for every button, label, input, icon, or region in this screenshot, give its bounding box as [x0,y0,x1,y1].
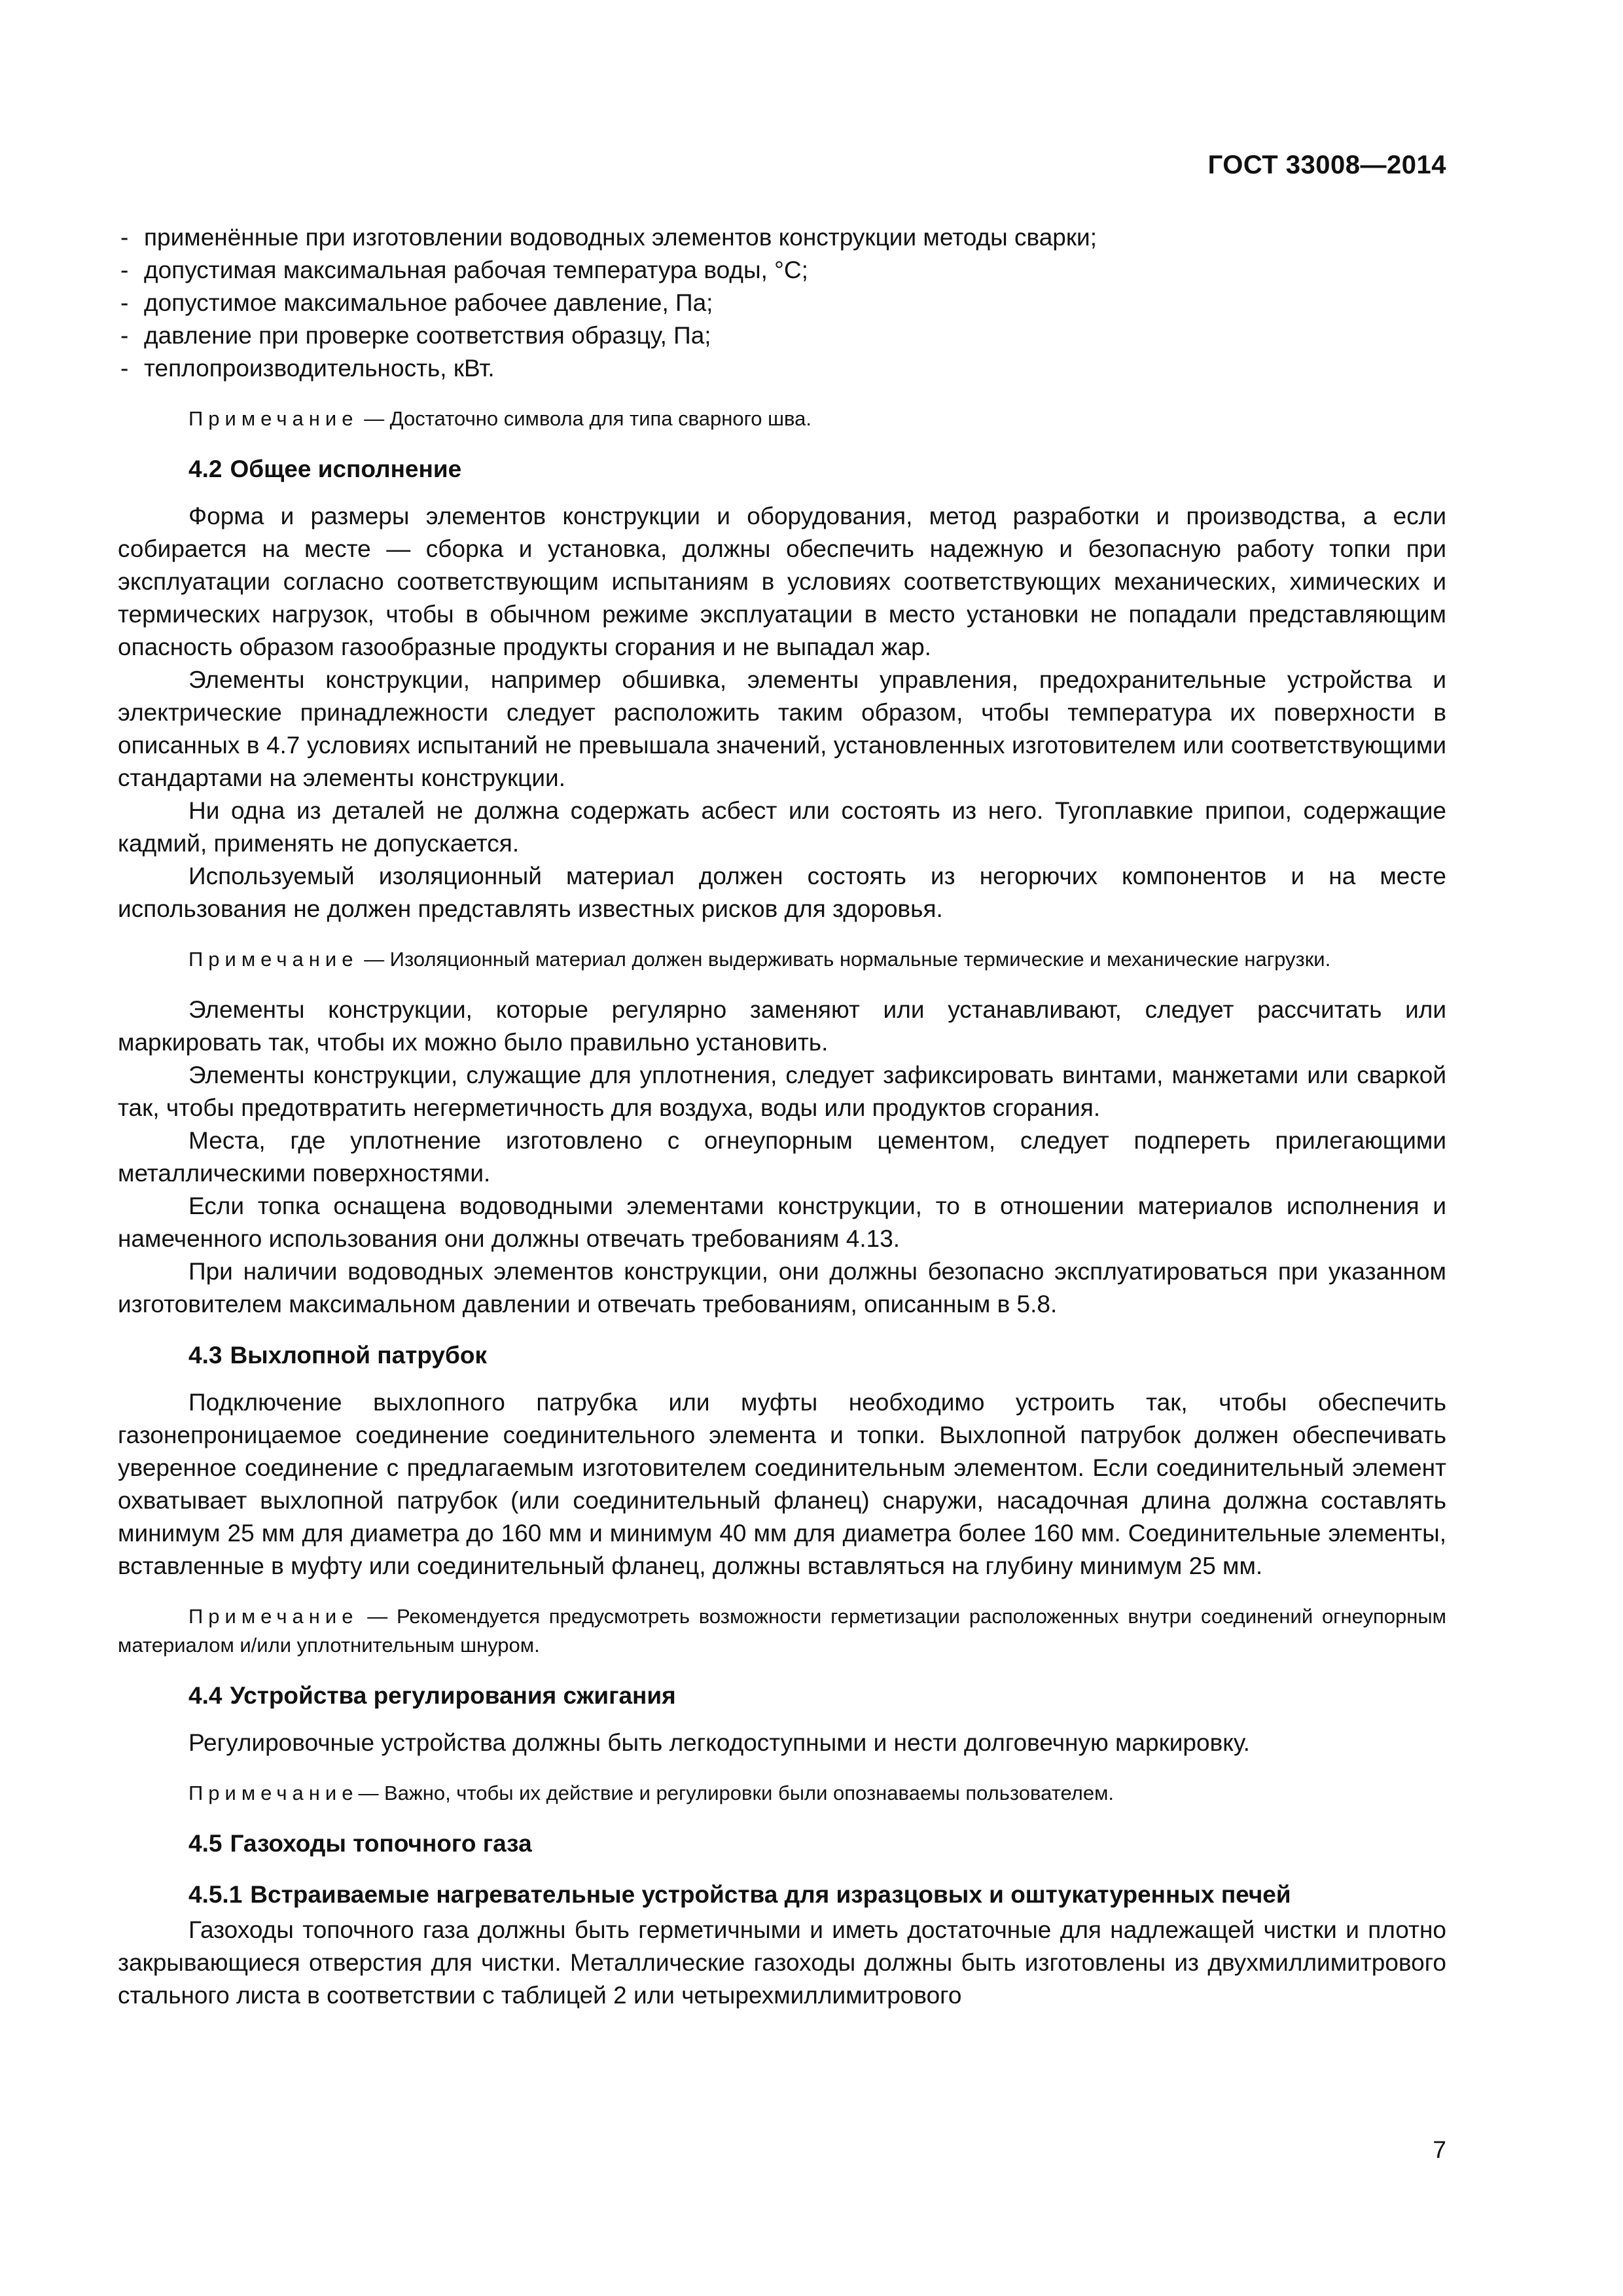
paragraph: Элементы конструкции, которые регулярно заменяют или устанавливают, следует рассчитать или маркировать так, чтобы их можно было правильно установить. [118,996,1446,1056]
note [118,1779,1446,1808]
section-number: 4.4 [188,1682,223,1709]
paragraph: Регулировочные устройства должны быть легкодоступными и нести долговечную маркировку. [188,1729,1250,1756]
requirements-list [118,221,1446,385]
list-item: - допустимое максимальное рабочее давление, Па; [118,287,1446,319]
note-text: — Рекомендуется предусмотреть возможности герметизации расположенных внутри соединений огнеупорным материалом и/или уплотнительным шнуром. [118,1605,1446,1657]
paragraph: Газоходы топочного газа должны быть герметичными и иметь достаточные для надлежащей чистки и плотно закрывающиеся отверстия для чистки. Металлические газоходы должны быть изготовлены из двухмиллимитрового стального листа в соответствии с таблицей 2 или четырехмиллимитрового [118,1916,1446,2009]
paragraph: Элементы конструкции, служащие для уплотнения, следует зафиксировать винтами, манжетами или сваркой так, чтобы предотвратить негерметичность для воздуха, воды или продуктов сгорания. [118,1062,1446,1121]
paragraph: Элементы конструкции, например обшивка, элементы управления, предохранительные устройства и электрические принадлежности следует расположить таким образом, чтобы температура их поверхности в описанных в 4.7 условиях испытаний не превышала значений, установленных изготовителем или соответствующими стандартами на элементы конструкции. [118,666,1446,791]
paragraph: При наличии водоводных элементов конструкции, они должны безопасно эксплуатироваться при указанном изготовителем максимальном давлении и отвечать требованиям, описанным в 5.8. [118,1258,1446,1318]
section-title: Выхлопной патрубок [230,1342,487,1369]
paragraph: Форма и размеры элементов конструкции и оборудования, метод разработки и производства, а если собирается на месте — сборка и установка, должны обеспечить надежную и безопасную работу топки при эксплуатации согласно соответствующим испытаниям в условиях соответствующих механических, химических и термических нагрузок, чтобы в обычном режиме эксплуатации в место установки не попадали представляющим опасность образом газообразные продукты сгорания и не выпадал жар. [118,503,1446,660]
note-label: Примечание [188,1782,359,1804]
document-id-header: ГОСТ 33008—2014 [1207,151,1446,179]
section-title: Газоходы топочного газа [230,1830,532,1857]
note [118,1602,1446,1660]
note-label: Примечание [188,407,359,430]
section-title: Общее исполнение [230,456,462,482]
paragraph: Подключение выхлопного патрубка или муфты необходимо устроить так, чтобы обеспечить газонепроницаемое соединение соединительного элемента и топки. Выхлопной патрубок должен обеспечивать уверенное соединение с предлагаемым изготовителем соединительным элементом. Если соединительный элемент охватывает выхлопной патрубок (или соединительный фланец) снаружи, насадочная длина должна составлять минимум 25 мм для диаметра до 160 мм и минимум 40 мм для диаметра более 160 мм. Соединительные элементы, вставленные в муфту или соединительный фланец, должны вставляться на глубину минимум 25 мм. [118,1389,1446,1579]
document-page [118,0,1446,2296]
section-number: 4.5 [188,1830,223,1857]
section-number: 4.3 [188,1342,223,1369]
page-number: 7 [1433,2136,1446,2163]
section-heading-4-5 [118,1827,1446,1860]
section-heading-4-5-1 [118,1878,1446,1911]
paragraph: Используемый изоляционный материал должен состоять из негорючих компонентов и на месте использования не должен представлять известных рисков для здоровья. [118,863,1446,922]
note-text: — Изоляционный материал должен выдерживать нормальные термические и механические нагрузки. [364,948,1331,971]
list-item: - давление при проверке соответствия образцу, Па; [118,319,1446,352]
paragraph: Ни одна из деталей не должна содержать асбест или состоять из него. Тугоплавкие припои, содержащие кадмий, применять не допускается. [118,797,1446,857]
list-item: - допустимая максимальная рабочая температура воды, °С; [118,254,1446,287]
list-item: - теплопроизводительность, кВт. [118,352,1446,385]
note-label: Примечание [188,948,359,971]
section-number: 4.2 [188,456,223,482]
note [118,404,1446,433]
paragraph: Места, где уплотнение изготовлено с огнеупорным цементом, следует подпереть прилегающими металлическими поверхностями. [118,1127,1446,1187]
section-title: Встраиваемые нагревательные устройства для изразцовых и оштукатуренных печей [250,1881,1291,1908]
note-label: Примечание [188,1605,359,1628]
section-title: Устройства регулирования сжигания [230,1682,676,1709]
section-number: 4.5.1 [188,1881,243,1908]
paragraph: Если топка оснащена водоводными элементами конструкции, то в отношении материалов исполнения и намеченного использования они должны отвечать требованиям 4.13. [118,1193,1446,1252]
document-body [118,221,1446,2012]
section-heading-4-4 [118,1679,1446,1712]
list-item: - применённые при изготовлении водоводных элементов конструкции методы сварки; [118,221,1446,254]
note-text: — Важно, чтобы их действие и регулировки были опознаваемы пользователем. [358,1782,1115,1804]
section-heading-4-3 [118,1339,1446,1372]
note [118,945,1446,974]
section-heading-4-2 [118,453,1446,486]
note-text: — Достаточно символа для типа сварного шва. [364,407,812,430]
